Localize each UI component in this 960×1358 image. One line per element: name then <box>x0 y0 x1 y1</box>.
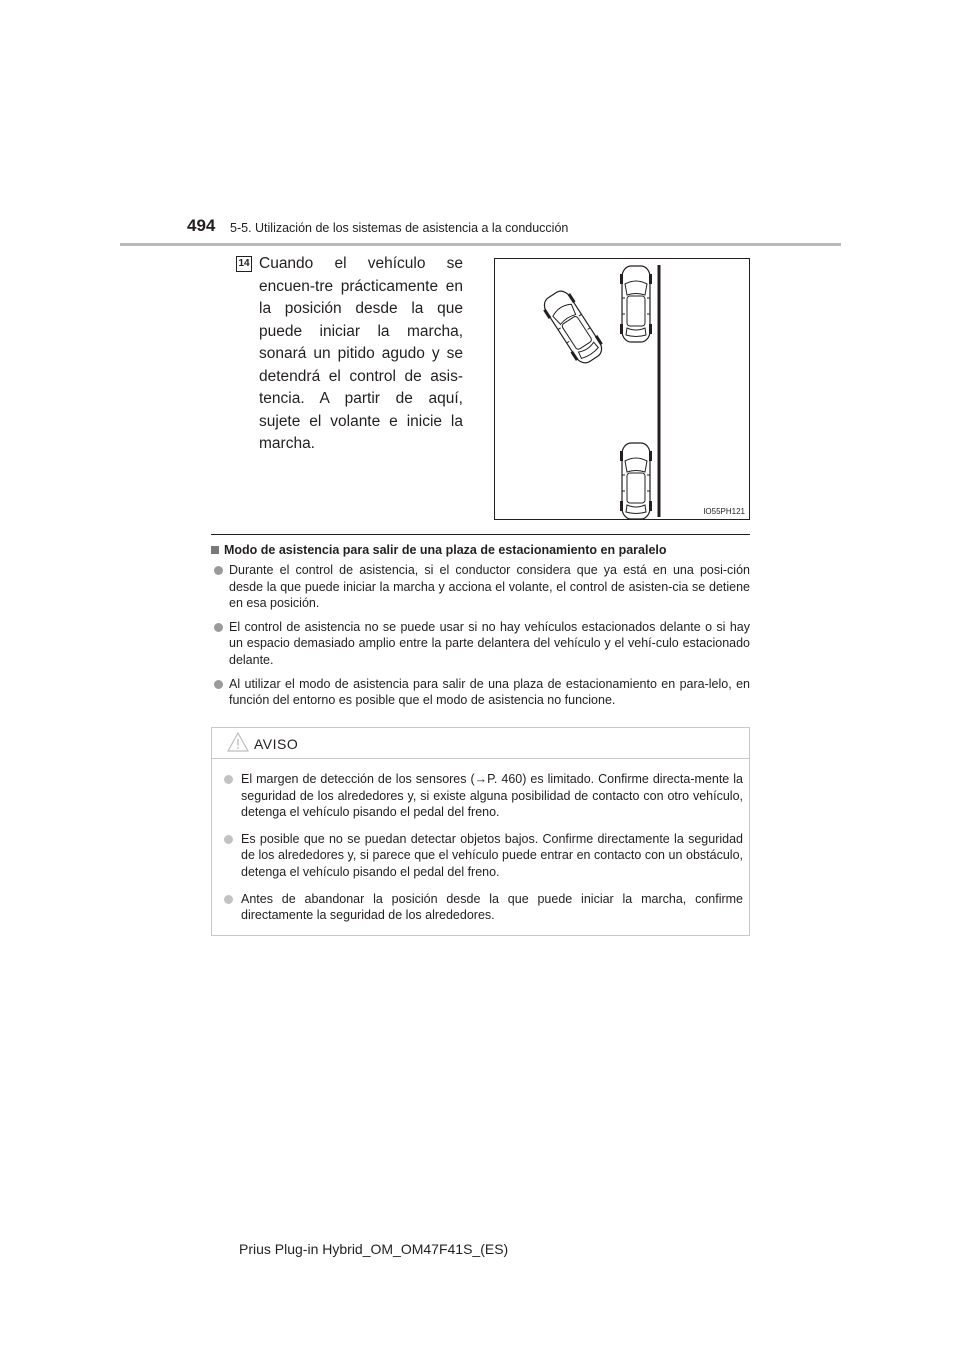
warning-title: AVISO <box>254 736 299 752</box>
figure-code: IO55PH121 <box>703 507 745 516</box>
page-number: 494 <box>187 216 216 235</box>
bullet-dot-icon <box>214 566 223 575</box>
list-item <box>221 831 743 881</box>
list-item <box>211 676 750 709</box>
footer-text: Prius Plug-in Hybrid_OM_OM47F41S_(ES) <box>239 1241 509 1257</box>
list-item-text: El margen de detección de los sensores (→P. 460) es limitado. Confirme directa-mente la seguridad de los alrededores y, si existe alguna posibilidad de contacto con otro vehículo, detenga el vehículo pisando el pedal del freno. <box>241 772 743 820</box>
list-item <box>211 562 750 612</box>
warning-list <box>221 771 743 934</box>
step-number-badge: 14 <box>236 256 252 272</box>
warning-header <box>212 728 749 759</box>
parking-figure <box>494 258 750 520</box>
list-item <box>221 891 743 924</box>
sub-heading-text: Modo de asistencia para salir de una plaza de estacionamiento en paralelo <box>224 543 667 557</box>
warning-box <box>211 727 750 936</box>
parked-car-rear <box>620 443 652 519</box>
square-bullet-icon <box>211 546 219 554</box>
info-bullet-list <box>211 562 750 716</box>
own-car <box>539 286 607 367</box>
sub-heading <box>211 543 667 557</box>
bullet-dot-icon <box>214 623 223 632</box>
bullet-dot-icon <box>224 895 233 904</box>
header-rule <box>120 243 841 246</box>
list-item-text: Es posible que no se puedan detectar objetos bajos. Confirme directamente la seguridad de los alrededores y, si parece que el vehículo puede entrar en contacto con un obstáculo, detenga el vehículo pisando el pedal del freno. <box>241 831 743 879</box>
bullet-dot-icon <box>214 680 223 689</box>
parking-illustration <box>495 259 749 519</box>
step-text: Cuando el vehículo se encuen-tre prácticamente en la posición desde la que puede iniciar la marcha, sonará un pitido agudo y se detendrá el control de asis-tencia. A partir de aquí, sujete el volante e inicie la marcha. <box>259 255 463 452</box>
list-item-text: Antes de abandonar la posición desde la que puede iniciar la marcha, confirme directamente la seguridad de los alrededores. <box>241 891 743 923</box>
list-item-text: Durante el control de asistencia, si el conductor considera que ya está en una posi-ción desde la que puede iniciar la marcha y acciona el volante, el control de asisten-cia se detiene en esa posición. <box>229 563 750 611</box>
section-divider <box>211 534 750 535</box>
bullet-dot-icon <box>224 835 233 844</box>
list-item <box>211 619 750 669</box>
list-item <box>221 771 743 821</box>
bullet-dot-icon <box>224 775 233 784</box>
warning-triangle-icon <box>227 732 249 752</box>
list-item-text: El control de asistencia no se puede usar si no hay vehículos estacionados delante o si hay un espacio demasiado amplio entre la parte delantera del vehículo y el vehí-culo estacionado delante. <box>229 619 750 667</box>
parked-car-front <box>620 266 652 342</box>
list-item-text: Al utilizar el modo de asistencia para salir de una plaza de estacionamiento en para-lelo, en función del entorno es posible que el modo de asistencia no funcione. <box>229 676 750 708</box>
section-title: 5-5. Utilización de los sistemas de asistencia a la conducción <box>230 221 569 235</box>
